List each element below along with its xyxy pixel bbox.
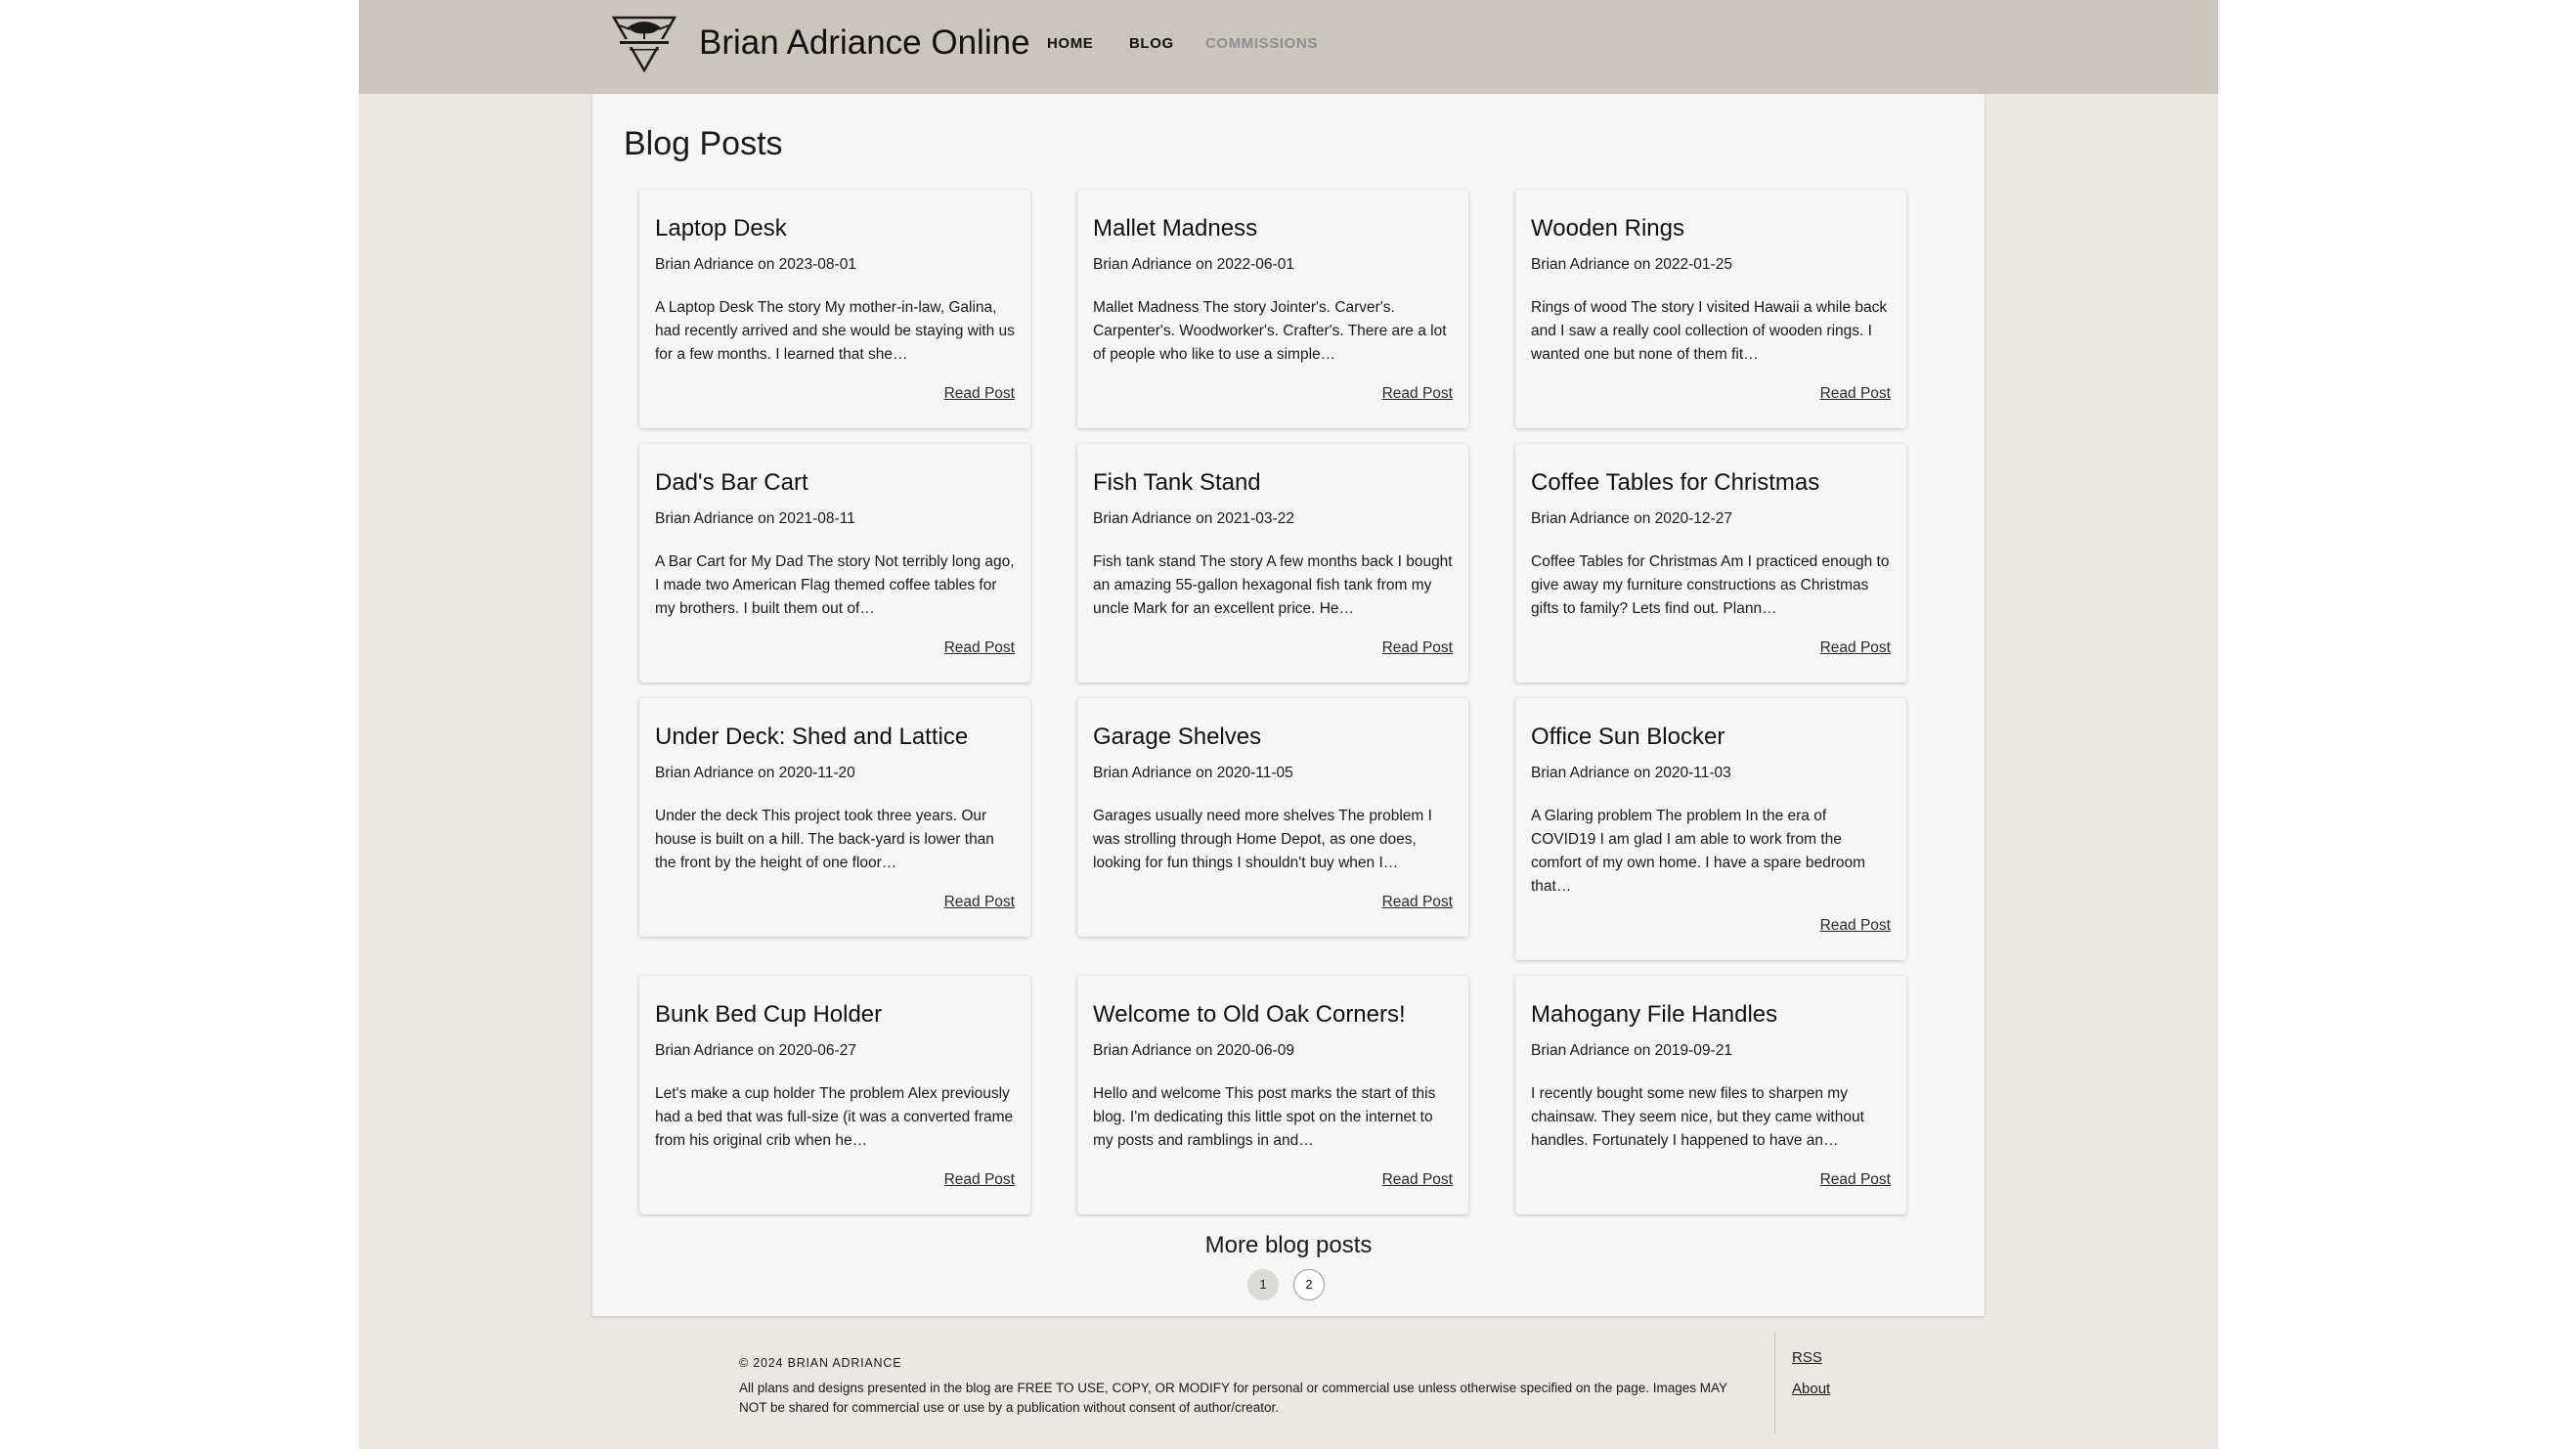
read-post-link[interactable]: Read Post: [1819, 385, 1891, 402]
post-card: [639, 444, 1030, 682]
post-title[interactable]: Under Deck: Shed and Lattice: [655, 724, 969, 750]
read-post-link[interactable]: Read Post: [1381, 639, 1453, 656]
post-card: [1077, 190, 1468, 428]
post-title[interactable]: Mahogany File Handles: [1531, 1001, 1778, 1028]
post-excerpt: Let's make a cup holder The problem Alex previously had a bed that was full-size (it was a converted frame from his original crib when he…: [655, 1085, 1014, 1149]
post-meta: Brian Adriance on 2019-09-21: [1531, 1042, 1732, 1059]
post-title[interactable]: Mallet Madness: [1093, 215, 1258, 242]
post-title[interactable]: Garage Shelves: [1093, 724, 1262, 750]
pagination-page-2[interactable]: 2: [1293, 1269, 1325, 1300]
post-title[interactable]: Wooden Rings: [1531, 215, 1684, 242]
post-excerpt: Rings of wood The story I visited Hawaii a while back and I saw a really cool collection of wooden rings. I wanted one but none of them fit…: [1531, 299, 1888, 363]
post-excerpt: Mallet Madness The story Jointer's. Carver's. Carpenter's. Woodworker's. Crafter's. There are a lot of people who like to use a simple…: [1093, 299, 1447, 363]
post-card: [1077, 698, 1468, 937]
post-card: [639, 698, 1030, 937]
post-excerpt: I recently bought some new files to sharpen my chainsaw. They seem nice, but they came without handles. Fortunately I happened to have an…: [1531, 1085, 1864, 1149]
post-meta: Brian Adriance on 2020-06-27: [655, 1042, 856, 1059]
post-excerpt: A Bar Cart for My Dad The story Not terribly long ago, I made two American Flag themed coffee tables for my brothers. I built them out of…: [655, 553, 1015, 617]
post-title[interactable]: Coffee Tables for Christmas: [1531, 469, 1820, 496]
post-excerpt: Under the deck This project took three years. Our house is built on a hill. The back-yard is lower than the front by the height of one floor…: [655, 808, 994, 871]
post-title[interactable]: Office Sun Blocker: [1531, 724, 1725, 750]
pagination-page-1[interactable]: 1: [1247, 1269, 1279, 1300]
read-post-link[interactable]: Read Post: [1819, 917, 1891, 934]
post-excerpt: Hello and welcome This post marks the start of this blog. I'm dedicating this little spot on the internet to my posts and ramblings in and…: [1093, 1085, 1436, 1149]
site-title[interactable]: Brian Adriance Online: [699, 23, 1030, 62]
site-header: [359, 0, 2218, 94]
read-post-link[interactable]: Read Post: [1381, 894, 1453, 910]
read-post-link[interactable]: Read Post: [1819, 639, 1891, 656]
post-card: [639, 190, 1030, 428]
post-meta: Brian Adriance on 2022-01-25: [1531, 256, 1732, 273]
page-background: [359, 0, 2218, 1449]
footer-copyright: © 2024 BRIAN ADRIANCE: [739, 1356, 902, 1370]
page-title: Blog Posts: [624, 125, 783, 162]
post-excerpt: Fish tank stand The story A few months back I bought an amazing 55-gallon hexagonal fish tank from my uncle Mark for an excellent price. He…: [1093, 553, 1453, 617]
post-title[interactable]: Laptop Desk: [655, 215, 787, 242]
blog-content: [592, 94, 1985, 1316]
read-post-link[interactable]: Read Post: [1381, 1171, 1453, 1188]
read-post-link[interactable]: Read Post: [1819, 1171, 1891, 1188]
post-meta: Brian Adriance on 2020-12-27: [1531, 510, 1732, 527]
post-excerpt: Garages usually need more shelves The problem I was strolling through Home Depot, as one does, looking for fun things I shouldn't buy when I…: [1093, 808, 1432, 871]
post-card: [1515, 190, 1906, 428]
post-meta: Brian Adriance on 2020-06-09: [1093, 1042, 1294, 1059]
post-meta: Brian Adriance on 2021-08-11: [655, 510, 855, 527]
post-excerpt: A Laptop Desk The story My mother-in-law, Galina, had recently arrived and she would be staying with us for a few months. I learned that she…: [655, 299, 1015, 363]
post-meta: Brian Adriance on 2021-03-22: [1093, 510, 1294, 527]
post-card: [1515, 698, 1906, 960]
post-meta: Brian Adriance on 2020-11-05: [1093, 765, 1293, 781]
footer-about-link[interactable]: About: [1792, 1381, 1831, 1397]
read-post-link[interactable]: Read Post: [943, 1171, 1015, 1188]
post-excerpt: A Glaring problem The problem In the era of COVID19 I am glad I am able to work from the comfort of my own home. I have a spare bedroom that…: [1531, 808, 1866, 895]
more-posts-heading: More blog posts: [1204, 1232, 1373, 1258]
nav-home[interactable]: HOME: [1047, 35, 1094, 52]
read-post-link[interactable]: Read Post: [943, 894, 1015, 910]
post-card: [1077, 976, 1468, 1214]
read-post-link[interactable]: Read Post: [1381, 385, 1453, 402]
post-title[interactable]: Dad's Bar Cart: [655, 469, 808, 496]
post-meta: Brian Adriance on 2023-08-01: [655, 256, 856, 273]
post-meta: Brian Adriance on 2022-06-01: [1093, 256, 1294, 273]
post-card: [1515, 976, 1906, 1214]
post-title[interactable]: Welcome to Old Oak Corners!: [1093, 1001, 1406, 1028]
post-meta: Brian Adriance on 2020-11-03: [1531, 765, 1731, 781]
nav-commissions[interactable]: COMMISSIONS: [1205, 35, 1318, 52]
read-post-link[interactable]: Read Post: [943, 385, 1015, 402]
post-excerpt: Coffee Tables for Christmas Am I practiced enough to give away my furniture constructions as Christmas gifts to family? Lets find out. Plann…: [1531, 553, 1890, 617]
old-oak-corners-logo[interactable]: [610, 14, 678, 72]
post-card: [1515, 444, 1906, 682]
post-meta: Brian Adriance on 2020-11-20: [655, 765, 855, 781]
footer-divider: [1774, 1332, 1775, 1433]
footer-license-note: All plans and designs presented in the blog are FREE TO USE, COPY, OR MODIFY for personal or commercial use unless otherwise specified on the page. Images MAY NOT be shared for commercial use or use by a publication without consent of author/creator.: [739, 1381, 1727, 1415]
read-post-link[interactable]: Read Post: [943, 639, 1015, 656]
footer-rss-link[interactable]: RSS: [1792, 1349, 1822, 1366]
post-card: [1077, 444, 1468, 682]
nav-blog[interactable]: BLOG: [1129, 35, 1174, 52]
post-card: [639, 976, 1030, 1214]
post-title[interactable]: Fish Tank Stand: [1093, 469, 1261, 496]
post-title[interactable]: Bunk Bed Cup Holder: [655, 1001, 883, 1028]
